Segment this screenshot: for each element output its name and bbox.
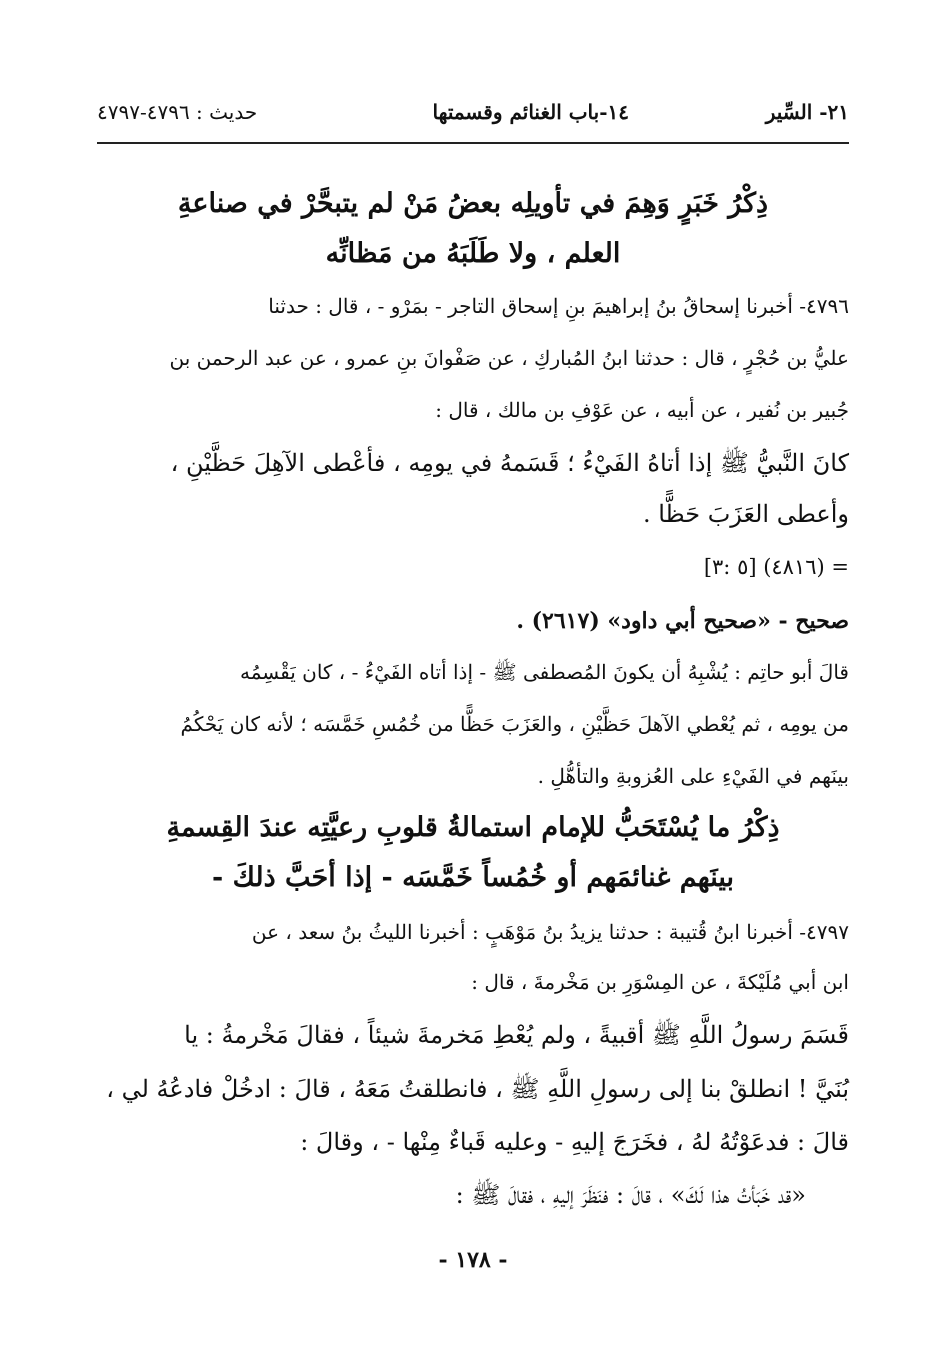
section-title-line-1: ذِكْرُ خَبَرٍ وَهِمَ في تأويلِه بعضُ مَنْ لم يتبحَّرْ في صناعةِ <box>177 188 769 219</box>
hadith-4796-matn-line-1: كانَ النَّبيُّ ﷺ إذا أتاهُ الفَيْءُ ؛ قَسَمهُ في يومِه ، فأعْطى الآهِلَ حَظَّيْنِ ، <box>170 449 849 477</box>
hadith-4797-matn-line-4: «قد خَبَأتُ هذا لَكَ» ، قالَ : فنَظَرَ إليهِ ، فقالَ ﷺ : <box>455 1181 806 1209</box>
hadith-4796-grading: صحيح - «صحيح أبي داود» (٢٦١٧) . <box>516 608 849 634</box>
hadith-4796-isnad-line-1: ٤٧٩٦- أخبرنا إسحاقُ بنُ إبراهيمَ بنِ إسحاق التاجر - بمَرْو - ، قال : حدثنا <box>268 294 849 318</box>
hadith-4796-comment-line-3: بينَهم في الفَيْءِ على العُزوبةِ والتأهُّلِ . <box>537 764 849 788</box>
section-2-title-line-2: بينَهم غنائمَهم أو خُمُساً خَمَّسَه - إذا أحَبَّ ذلكَ - <box>211 862 735 893</box>
page-number: - ١٧٨ - <box>438 1247 508 1273</box>
book-section-label: ٢١- السِّير <box>765 100 849 124</box>
hadith-4797-matn-line-2: بُنَيَّ ! انطلقْ بنا إلى رسولِ اللَّهِ ﷺ ، فانطلقتُ مَعَهُ ، قالَ : ادخُلْ فادعُهُ لي ، <box>106 1075 849 1103</box>
hadith-4796-matn-line-2: وأعطى العَزَبَ حَظًّا . <box>642 500 849 528</box>
running-header <box>97 92 849 144</box>
chapter-label: ١٤-باب الغنائم وقسمتها <box>432 100 629 124</box>
hadith-4797-matn-line-3: قالَ : فدعَوْتُهُ لهُ ، فخَرَجَ إليهِ - وعليه قَباءٌ مِنْها - ، وقالَ : <box>300 1128 849 1156</box>
hadith-range-label: حديث : ٤٧٩٦-٤٧٩٧ <box>97 100 258 124</box>
section-2-title-line-1: ذِكْرُ ما يُسْتَحَبُّ للإمام استمالةُ قلوبِ رعيَّتِه عندَ القِسمةِ <box>166 812 780 843</box>
hadith-4797-isnad-line-1: ٤٧٩٧- أخبرنا ابنُ قُتيبة : حدثنا يزيدُ بنُ مَوْهَبٍ : أخبرنا الليثُ بنُ سعد ، عن <box>251 920 849 944</box>
hadith-4796-comment-line-1: قالَ أبو حاتِم : يُشْبِهُ أن يكونَ المُصطفى ﷺ - إذا أتاه الفَيْءُ - ، كان يَقْسِمُه <box>239 660 849 684</box>
hadith-4796-isnad-line-3: جُبير بن نُفير ، عن أبيه ، عن عَوْفِ بن مالك ، قال : <box>435 398 849 422</box>
section-title-line-2: العلم ، ولا طَلَبَهُ من مَظانِّه <box>325 238 621 269</box>
hadith-4797-isnad-line-2: ابن أبي مُلَيْكةَ ، عن المِسْوَرِ بن مَخْرمةَ ، قال : <box>471 970 849 994</box>
hadith-4796-isnad-line-2: عليُّ بن حُجْرٍ ، قال : حدثنا ابنُ المُباركِ ، عن صَفْوانَ بنِ عمرو ، عن عبد الرحمن بن <box>169 346 849 370</box>
hadith-4797-matn-line-1: قَسَمَ رسولُ اللَّهِ ﷺ أقبيةً ، ولم يُعْطِ مَخرمةَ شيئاً ، فقالَ مَخْرمةُ : يا <box>184 1021 849 1049</box>
hadith-4796-comment-line-2: من يومِه ، ثم يُعْطي الآهلَ حَظَّيْنِ ، والعَزَبَ حَظًّا من خُمُسِ خَمَّسَه ؛ لأنه كان يَحْكُمُ <box>180 712 849 736</box>
hadith-4796-reference: = (٤٨١٦) [٥ :٣] <box>703 555 849 579</box>
